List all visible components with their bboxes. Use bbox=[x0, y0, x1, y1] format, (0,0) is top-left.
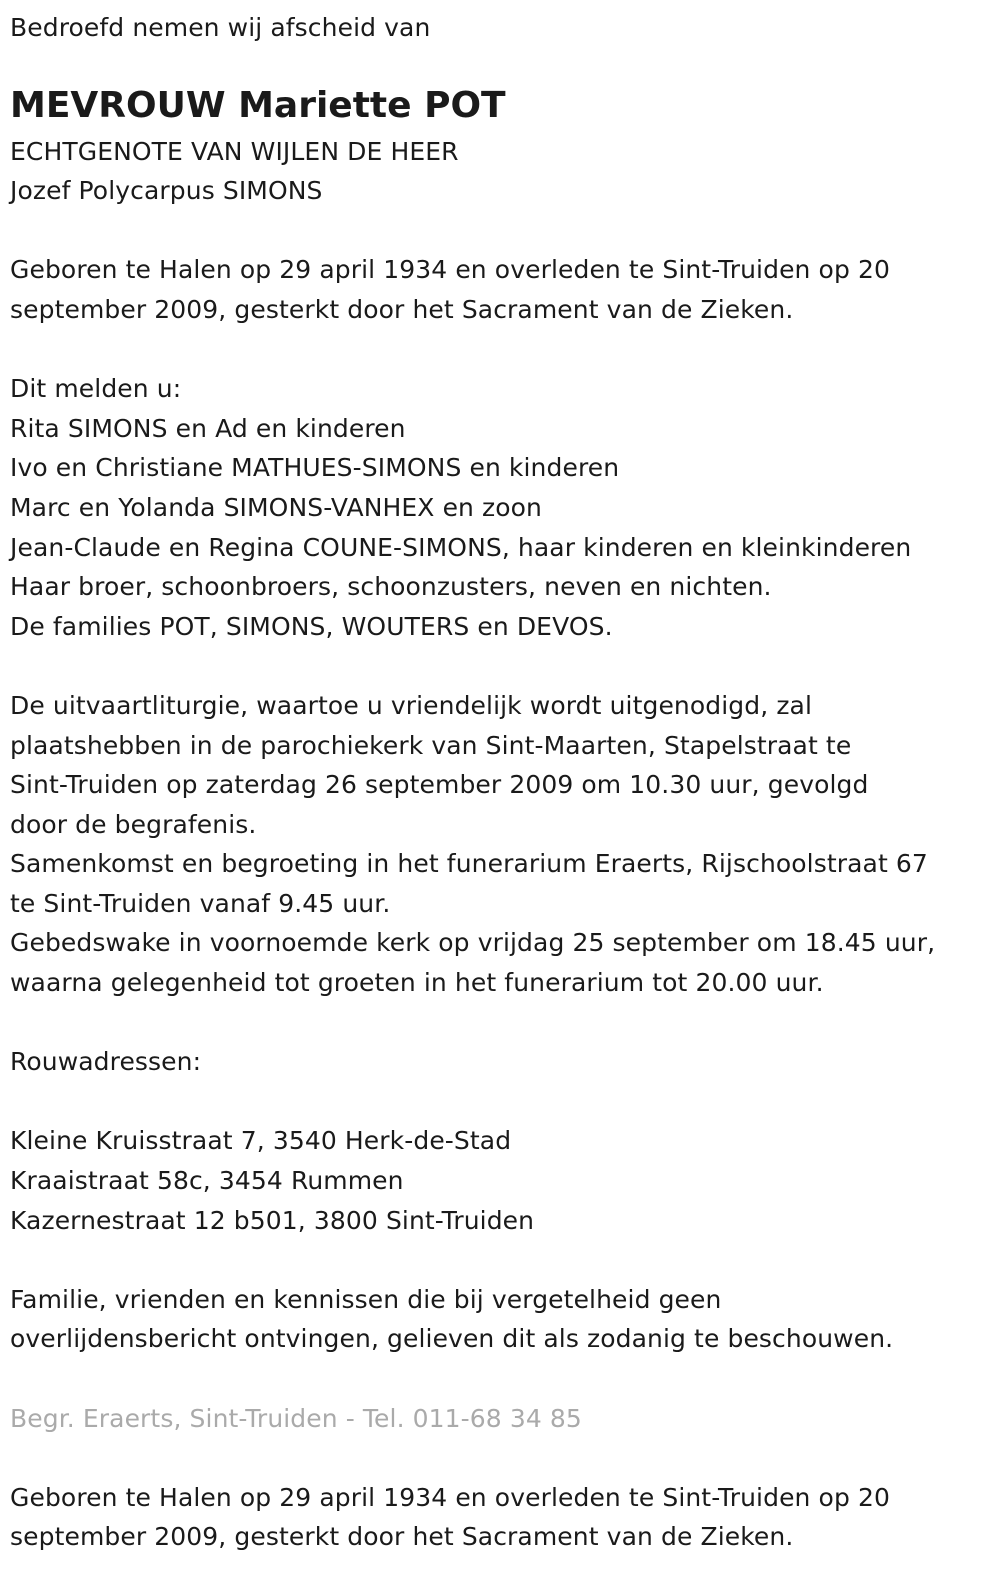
spacer bbox=[10, 1003, 990, 1043]
announcer-line: Marc en Yolanda SIMONS-VANHEX en zoon bbox=[10, 492, 542, 522]
spacer bbox=[10, 211, 990, 251]
ceremony-line: Samenkomst en begroeting in het funerarium Eraerts, Rijschoolstraat 67 bbox=[10, 849, 928, 879]
birth-death-repeat-line: september 2009, gesterkt door het Sacrament van de Zieken. bbox=[10, 1522, 794, 1552]
announcer-line: Rita SIMONS en Ad en kinderen bbox=[10, 413, 406, 443]
ceremony-line: Gebedswake in voornoemde kerk op vrijdag 25 september om 18.45 uur, bbox=[10, 928, 936, 958]
announcer-line: Haar broer, schoonbroers, schoonzusters, neven en nichten. bbox=[10, 572, 772, 602]
birth-death-repeat-line: Geboren te Halen op 29 april 1934 en overleden te Sint-Truiden op 20 bbox=[10, 1482, 890, 1512]
deceased-name: MEVROUW Mariette POT bbox=[10, 84, 506, 126]
address-line: Kraaistraat 58c, 3454 Rummen bbox=[10, 1166, 404, 1196]
notice-line: overlijdensbericht ontvingen, gelieven dit als zodanig te beschouwen. bbox=[10, 1324, 894, 1354]
spacer bbox=[10, 1240, 990, 1280]
ceremony-line: door de begrafenis. bbox=[10, 809, 257, 839]
ceremony-line: waarna gelegenheid tot groeten in het funerarium tot 20.00 uur. bbox=[10, 968, 824, 998]
ceremony-line: Sint-Truiden op zaterdag 26 september 2009 om 10.30 uur, gevolgd bbox=[10, 770, 869, 800]
ceremony-line: De uitvaartliturgie, waartoe u vriendelijk wordt uitgenodigd, zal bbox=[10, 690, 813, 720]
intro-text: Bedroefd nemen wij afscheid van bbox=[10, 13, 431, 42]
undertaker-contact: Begr. Eraerts, Sint-Truiden - Tel. 011-68 34 85 bbox=[10, 1403, 582, 1433]
spacer bbox=[10, 48, 990, 80]
deceased-relation: ECHTGENOTE VAN WIJLEN DE HEER bbox=[10, 136, 459, 166]
spacer bbox=[10, 330, 990, 370]
address-line: Kazernestraat 12 b501, 3800 Sint-Truiden bbox=[10, 1205, 535, 1235]
address-line: Kleine Kruisstraat 7, 3540 Herk-de-Stad bbox=[10, 1126, 512, 1156]
announcers-heading: Dit melden u: bbox=[10, 374, 182, 404]
spacer bbox=[10, 1082, 990, 1122]
notice-line: Familie, vrienden en kennissen die bij vergetelheid geen bbox=[10, 1284, 722, 1314]
announcer-line: Ivo en Christiane MATHUES-SIMONS en kinderen bbox=[10, 453, 620, 483]
addresses-heading: Rouwadressen: bbox=[10, 1047, 202, 1077]
announcer-line: De families POT, SIMONS, WOUTERS en DEVOS. bbox=[10, 611, 613, 641]
ceremony-line: te Sint-Truiden vanaf 9.45 uur. bbox=[10, 888, 391, 918]
spacer bbox=[10, 1359, 990, 1399]
birth-death-line: Geboren te Halen op 29 april 1934 en overleden te Sint-Truiden op 20 bbox=[10, 255, 890, 285]
ceremony-line: plaatshebben in de parochiekerk van Sint-Maarten, Stapelstraat te bbox=[10, 730, 852, 760]
spouse-name: Jozef Polycarpus SIMONS bbox=[10, 176, 323, 206]
spacer bbox=[10, 646, 990, 686]
spacer bbox=[10, 1438, 990, 1478]
announcer-line: Jean-Claude en Regina COUNE-SIMONS, haar kinderen en kleinkinderen bbox=[10, 532, 912, 562]
birth-death-line: september 2009, gesterkt door het Sacrament van de Zieken. bbox=[10, 294, 794, 324]
